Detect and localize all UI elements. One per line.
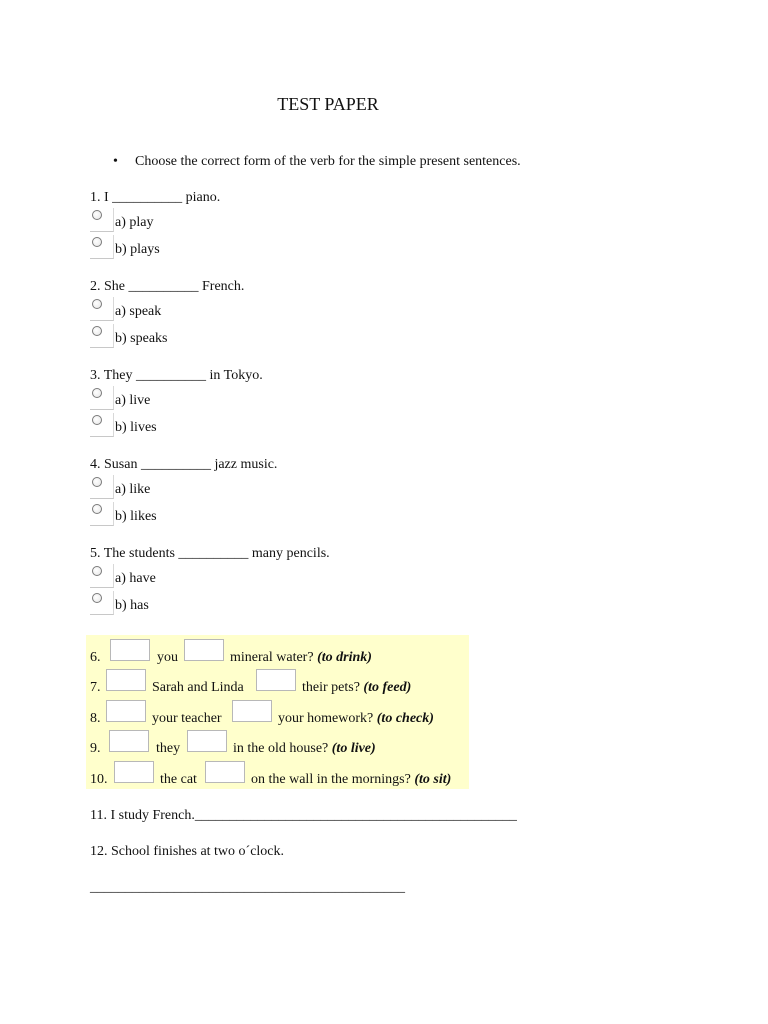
- question-text: 4. Susan __________ jazz music.: [90, 457, 278, 472]
- answer-input[interactable]: [106, 700, 146, 722]
- verb-hint: (to feed): [363, 680, 412, 695]
- question-text: 5. The students __________ many pencils.: [90, 546, 330, 561]
- rewrite-12: 12. School finishes at two o´clock.: [90, 844, 285, 859]
- radio-button[interactable]: [92, 326, 102, 336]
- answer-line: _____________________________________________: [90, 880, 405, 895]
- option-label: a) have: [115, 571, 156, 586]
- item-number: 10.: [90, 772, 108, 787]
- verb-hint: (to drink): [317, 650, 372, 665]
- bullet-icon: •: [113, 154, 118, 169]
- option-b[interactable]: [90, 235, 590, 262]
- option-a[interactable]: [90, 297, 590, 324]
- rest-text: on the wall in the mornings? (to sit): [251, 772, 452, 787]
- question-text: 2. She __________ French.: [90, 279, 245, 294]
- radio-button[interactable]: [92, 593, 102, 603]
- option-b[interactable]: [90, 591, 590, 618]
- subject-text: you: [157, 650, 178, 665]
- radio-button[interactable]: [92, 210, 102, 220]
- option-a[interactable]: [90, 475, 590, 502]
- item-number: 9.: [90, 741, 101, 756]
- question-2: [90, 277, 590, 351]
- question-text: 1. I __________ piano.: [90, 190, 221, 205]
- option-label: b) plays: [115, 242, 160, 257]
- radio-button[interactable]: [92, 504, 102, 514]
- item-number: 8.: [90, 711, 101, 726]
- question-1: [90, 188, 590, 262]
- option-label: b) likes: [115, 509, 157, 524]
- question-5: [90, 544, 590, 618]
- option-b[interactable]: [90, 502, 590, 529]
- rest-text: in the old house? (to live): [233, 741, 376, 756]
- verb-hint: (to live): [331, 741, 376, 756]
- question-text: 3. They __________ in Tokyo.: [90, 368, 263, 383]
- option-label: a) like: [115, 482, 151, 497]
- option-a[interactable]: [90, 564, 590, 591]
- option-label: a) play: [115, 215, 154, 230]
- answer-input[interactable]: [184, 639, 224, 661]
- item-number: 6.: [90, 650, 101, 665]
- answer-input[interactable]: [205, 761, 245, 783]
- instruction: [113, 154, 521, 170]
- radio-button[interactable]: [92, 237, 102, 247]
- rest-text: mineral water? (to drink): [230, 650, 372, 665]
- radio-button[interactable]: [92, 415, 102, 425]
- verb-hint: (to check): [376, 711, 434, 726]
- subject-text: the cat: [160, 772, 197, 787]
- radio-button[interactable]: [92, 299, 102, 309]
- rewrite-11: 11. I study French.______________________________________________: [90, 808, 517, 823]
- rest-text: your homework? (to check): [278, 711, 434, 726]
- option-label: b) speaks: [115, 331, 168, 346]
- page-title: TEST PAPER: [277, 94, 379, 114]
- answer-input[interactable]: [110, 639, 150, 661]
- option-label: b) lives: [115, 420, 157, 435]
- answer-input[interactable]: [106, 669, 146, 691]
- question-3: [90, 366, 590, 440]
- question-4: [90, 455, 590, 529]
- rest-text: their pets? (to feed): [302, 680, 412, 695]
- answer-input[interactable]: [187, 730, 227, 752]
- subject-text: they: [156, 741, 181, 756]
- item-number: 7.: [90, 680, 101, 695]
- verb-hint: (to sit): [414, 772, 452, 787]
- radio-button[interactable]: [92, 566, 102, 576]
- option-a[interactable]: [90, 386, 590, 413]
- option-b[interactable]: [90, 413, 590, 440]
- answer-input[interactable]: [256, 669, 296, 691]
- subject-text: Sarah and Linda: [152, 680, 244, 695]
- answer-input[interactable]: [114, 761, 154, 783]
- radio-button[interactable]: [92, 388, 102, 398]
- instruction-text: Choose the correct form of the verb for the simple present sentences.: [135, 154, 521, 169]
- option-b[interactable]: [90, 324, 590, 351]
- subject-text: your teacher: [152, 711, 222, 726]
- answer-input[interactable]: [109, 730, 149, 752]
- option-a[interactable]: [90, 208, 590, 235]
- option-label: a) speak: [115, 304, 162, 319]
- radio-button[interactable]: [92, 477, 102, 487]
- option-label: b) has: [115, 598, 149, 613]
- option-label: a) live: [115, 393, 151, 408]
- answer-input[interactable]: [232, 700, 272, 722]
